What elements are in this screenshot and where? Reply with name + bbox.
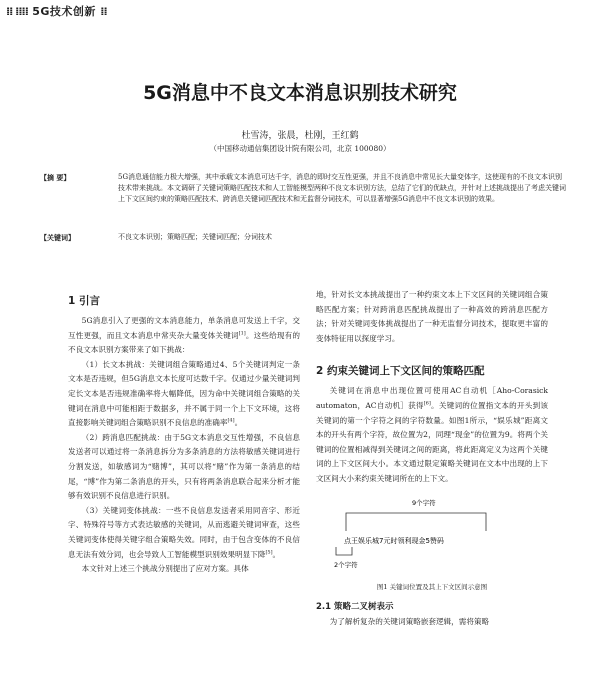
paragraph: （2）跨消息匹配挑战：由于5G文本消息交互性增强，不良信息发送者可以通过将一条消息拆分为多条消息的方法将敏感关键词进行分割发送，如敏感词为“赌博”，其可以将“赌”作为第一条消息的结尾，“博”作为第二条消息的开头，只有将两条消息联合起来分析才能够有效识别不良信息进行识别。 bbox=[68, 432, 300, 501]
figure-1 bbox=[316, 491, 548, 579]
paragraph: （3）关键词变体挑战：一些不良信息发送者采用同音字、形近字、特殊符号等方式表达敏感的关键词，从而逃避关键词审查，这些关键词变体使得关键字组合策略失效。同时，由于包含变体的不良信息无法有效分词，也会导致人工智能模型识别效果明显下降[5]。 bbox=[68, 505, 300, 559]
paragraph: 关键词在消息中出现位置可使用AC自动机［Aho-Corasick automaton，AC自动机］获得[6]。关键词的位置指文本的开头到该关键词的第一个字符之间的字符数量。如图1所示，“娱乐城”距离文本的开头有两个字符，故位置为2，同理“现金”的位置为9。将两个关键词的位置相减得到关键词之间的距离，将此距离定义为这两个关键词的上下文区间大小。本文通过限定策略关键词在文本中出现的上下文区间大小来约束关键词所在的上下文。 bbox=[316, 386, 549, 483]
figure-caption: 图1 关键词位置及其上下文区间示意图 bbox=[376, 582, 488, 591]
header-label: 5G技术创新 bbox=[32, 5, 96, 18]
fig-sample-text: 点王娱乐城7元时领利现金5赞码 bbox=[344, 536, 444, 545]
header-dots: ⁞⁞ ⁞⁞⁞⁞ bbox=[6, 5, 28, 18]
section-heading-2: 2 约束关键词上下文区间的策略匹配 bbox=[316, 365, 485, 378]
section-heading-intro: 1 引言 bbox=[68, 295, 100, 307]
paragraph: 为了解析复杂的关键词策略嵌套逻辑，需将策略 bbox=[329, 616, 490, 626]
subsection-heading: 2.1 策略二叉树表示 bbox=[316, 601, 394, 612]
keywords-text: 不良文本识别；策略匹配；关键词匹配；分词技术 bbox=[118, 233, 272, 241]
abstract-text: 5G消息通信能力极大增强，其中承载文本消息可达千字，消息的即时交互性更强，并且不良消息中常见长大量变体字，这使现有的不良文本识别技术带来挑战。本文调研了关键词策略匹配技术和人工智能模型两种不良文本识别方法，总结了它们的优缺点，并针对上述挑战提出了考虑关键词上下文区间约束的策略匹配技术、跨消息关键词匹配技术和无监督分词技术，可以显著增强5G消息中不良文本识别的效果。 bbox=[118, 173, 566, 203]
authors: 杜雪涛，张晨，杜刚，王红鹤 bbox=[241, 131, 359, 141]
fig-label-bottom: 2个字符 bbox=[334, 560, 358, 569]
right-column bbox=[316, 288, 548, 629]
keywords bbox=[40, 232, 568, 243]
paragraph: 5G消息引入了更强的文本消息能力，单条消息可发送上千字，交互性更强，而且文本消息中常夹杂大量变体关键词[1]。这些给现有的不良文本识别方案带来了如下挑战： bbox=[68, 316, 301, 355]
bracket-bottom bbox=[336, 547, 352, 555]
abstract bbox=[40, 172, 568, 205]
paragraph: （1）长文本挑战：关键词组合策略通过4、5个关键词判定一条文本是否违规，但5G消息文本长度可达数千字。仅通过少量关键词判定长文本是否违规准确率将大幅降低，因为命中关键词组合策略的关键词在消息中可能相距于数据多，并不属于同一个上下文环境，这将直接影响关键词组合策略识别不良信息的准确率[4]。 bbox=[68, 359, 300, 428]
page-title: 5G消息中不良文本消息识别技术研究 bbox=[143, 82, 457, 104]
bracket-top bbox=[346, 513, 486, 531]
paragraph: 地，针对长文本挑战提出了一种约束文本上下文区间的关键词组合策略匹配方案；针对跨消息匹配挑战提出了一种高效的跨消息匹配方法；针对关键词变体挑战提出了一种无监督分词技术，提取更丰富的变体特征用以探度学习。 bbox=[316, 290, 548, 343]
section-header bbox=[6, 3, 107, 19]
keywords-label: 【关键词】 bbox=[40, 233, 75, 242]
abstract-label: 【摘 要】 bbox=[40, 173, 71, 182]
affiliation: （中国移动通信集团设计院有限公司，北京 100080） bbox=[209, 144, 391, 153]
header-dots-right: ⁞⁞ bbox=[100, 5, 107, 18]
left-column bbox=[68, 292, 300, 577]
fig-label-top: 9个字符 bbox=[412, 498, 436, 507]
paragraph: 本文针对上述三个挑战分别提出了应对方案。具体 bbox=[81, 564, 249, 574]
figure-diagram bbox=[316, 491, 548, 577]
